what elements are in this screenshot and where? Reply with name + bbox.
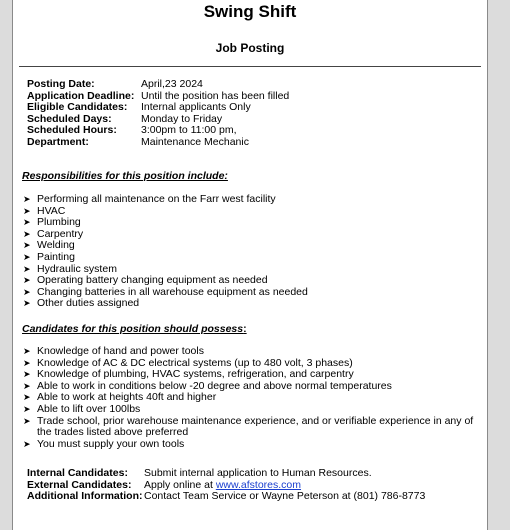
- detail-row-department: [27, 137, 289, 149]
- contact-value: Submit internal application to Human Resources.: [144, 467, 372, 479]
- list-item: ➤ Knowledge of AC & DC electrical systems (up to 480 volt, 3 phases): [23, 356, 353, 369]
- detail-value: Until the position has been filled: [141, 89, 290, 102]
- bullet-arrow-icon: ➤: [23, 380, 31, 391]
- list-item: ➤ Able to work at heights 40ft and higher: [23, 391, 217, 404]
- bullet-arrow-icon: ➤: [23, 403, 31, 414]
- bullet-arrow-icon: ➤: [23, 357, 31, 368]
- detail-label: Eligible Candidates:: [27, 101, 128, 114]
- detail-row-posting-date: [27, 79, 289, 91]
- list-item: ➤ Knowledge of hand and power tools: [23, 345, 204, 357]
- detail-value: April,23 2024: [141, 78, 203, 90]
- detail-value: Internal applicants Only: [141, 101, 251, 114]
- bullet-arrow-icon: ➤: [23, 240, 31, 251]
- contact-value: Contact Team Service or Wayne Peterson at (801) 786-8773: [144, 490, 426, 503]
- detail-label: Department:: [27, 135, 89, 148]
- bullet-arrow-icon: ➤: [23, 217, 31, 228]
- detail-value: 3:00pm to 11:00 pm,: [141, 124, 237, 137]
- detail-label: Posting Date:: [27, 78, 95, 90]
- bullet-arrow-icon: ➤: [23, 228, 31, 239]
- list-item: ➤ Plumbing: [23, 216, 81, 229]
- list-item: ➤ Painting: [23, 250, 75, 263]
- responsibilities-heading: Responsibilities for this position include:: [22, 170, 228, 182]
- list-item: ➤ Knowledge of plumbing, HVAC systems, refrigeration, and carpentry: [23, 368, 354, 381]
- bullet-arrow-icon: ➤: [23, 286, 31, 297]
- contact-label: Internal Candidates:: [27, 467, 128, 479]
- bullet-arrow-icon: ➤: [23, 194, 31, 204]
- document-page: [12, 0, 488, 530]
- divider: [19, 66, 481, 67]
- contact-value: Apply online at www.afstores.com: [144, 478, 302, 491]
- list-item: ➤ Able to lift over 100lbs: [23, 402, 141, 415]
- bullet-arrow-icon: ➤: [23, 298, 31, 309]
- candidates-list: [22, 346, 484, 450]
- bullet-arrow-icon: ➤: [23, 263, 31, 274]
- website-link[interactable]: www.afstores.com: [215, 478, 302, 491]
- list-item: ➤ Trade school, prior warehouse maintenance experience, and or verifiable experience in any of the trades listed above preferred: [23, 414, 474, 439]
- list-item: ➤ Changing batteries in all warehouse equipment as needed: [23, 285, 308, 298]
- bullet-arrow-icon: ➤: [23, 369, 31, 380]
- contact-label: External Candidates:: [27, 478, 132, 491]
- bullet-arrow-icon: ➤: [23, 251, 31, 262]
- detail-label: Scheduled Days:: [27, 112, 112, 125]
- bullet-arrow-icon: ➤: [23, 346, 31, 356]
- list-item: ➤ Carpentry: [23, 227, 84, 240]
- detail-value: Monday to Friday: [141, 112, 223, 125]
- responsibilities-list: [22, 194, 484, 310]
- bullet-arrow-icon: ➤: [23, 205, 31, 216]
- list-item: ➤ Hydraulic system: [23, 262, 117, 275]
- bullet-arrow-icon: ➤: [23, 275, 31, 286]
- list-item: ➤ You must supply your own tools: [23, 437, 185, 450]
- detail-value: Maintenance Mechanic: [141, 135, 249, 148]
- candidates-heading: Candidates for this position should possess:: [22, 323, 247, 335]
- detail-label: Scheduled Hours:: [27, 124, 117, 137]
- bullet-arrow-icon: ➤: [23, 392, 31, 403]
- bullet-arrow-icon: ➤: [23, 438, 31, 449]
- list-item: ➤ Performing all maintenance on the Farr west facility: [23, 193, 276, 205]
- list-item: ➤ HVAC: [23, 204, 66, 217]
- contact-info: [27, 468, 425, 503]
- list-item: ➤ Able to work in conditions below -20 degree and above normal temperatures: [23, 379, 392, 392]
- list-item: ➤ Operating battery changing equipment as needed: [23, 274, 268, 287]
- list-item: ➤ Other duties assigned: [23, 297, 140, 310]
- contact-row-additional: [27, 491, 425, 503]
- detail-label: Application Deadline:: [27, 89, 135, 102]
- document-title: Swing Shift: [203, 2, 297, 21]
- posting-details: [27, 79, 289, 149]
- bullet-arrow-icon: ➤: [23, 415, 31, 426]
- contact-label: Additional Information:: [27, 490, 143, 503]
- document-subtitle: Job Posting: [215, 41, 285, 55]
- list-item: ➤ Welding: [23, 239, 75, 252]
